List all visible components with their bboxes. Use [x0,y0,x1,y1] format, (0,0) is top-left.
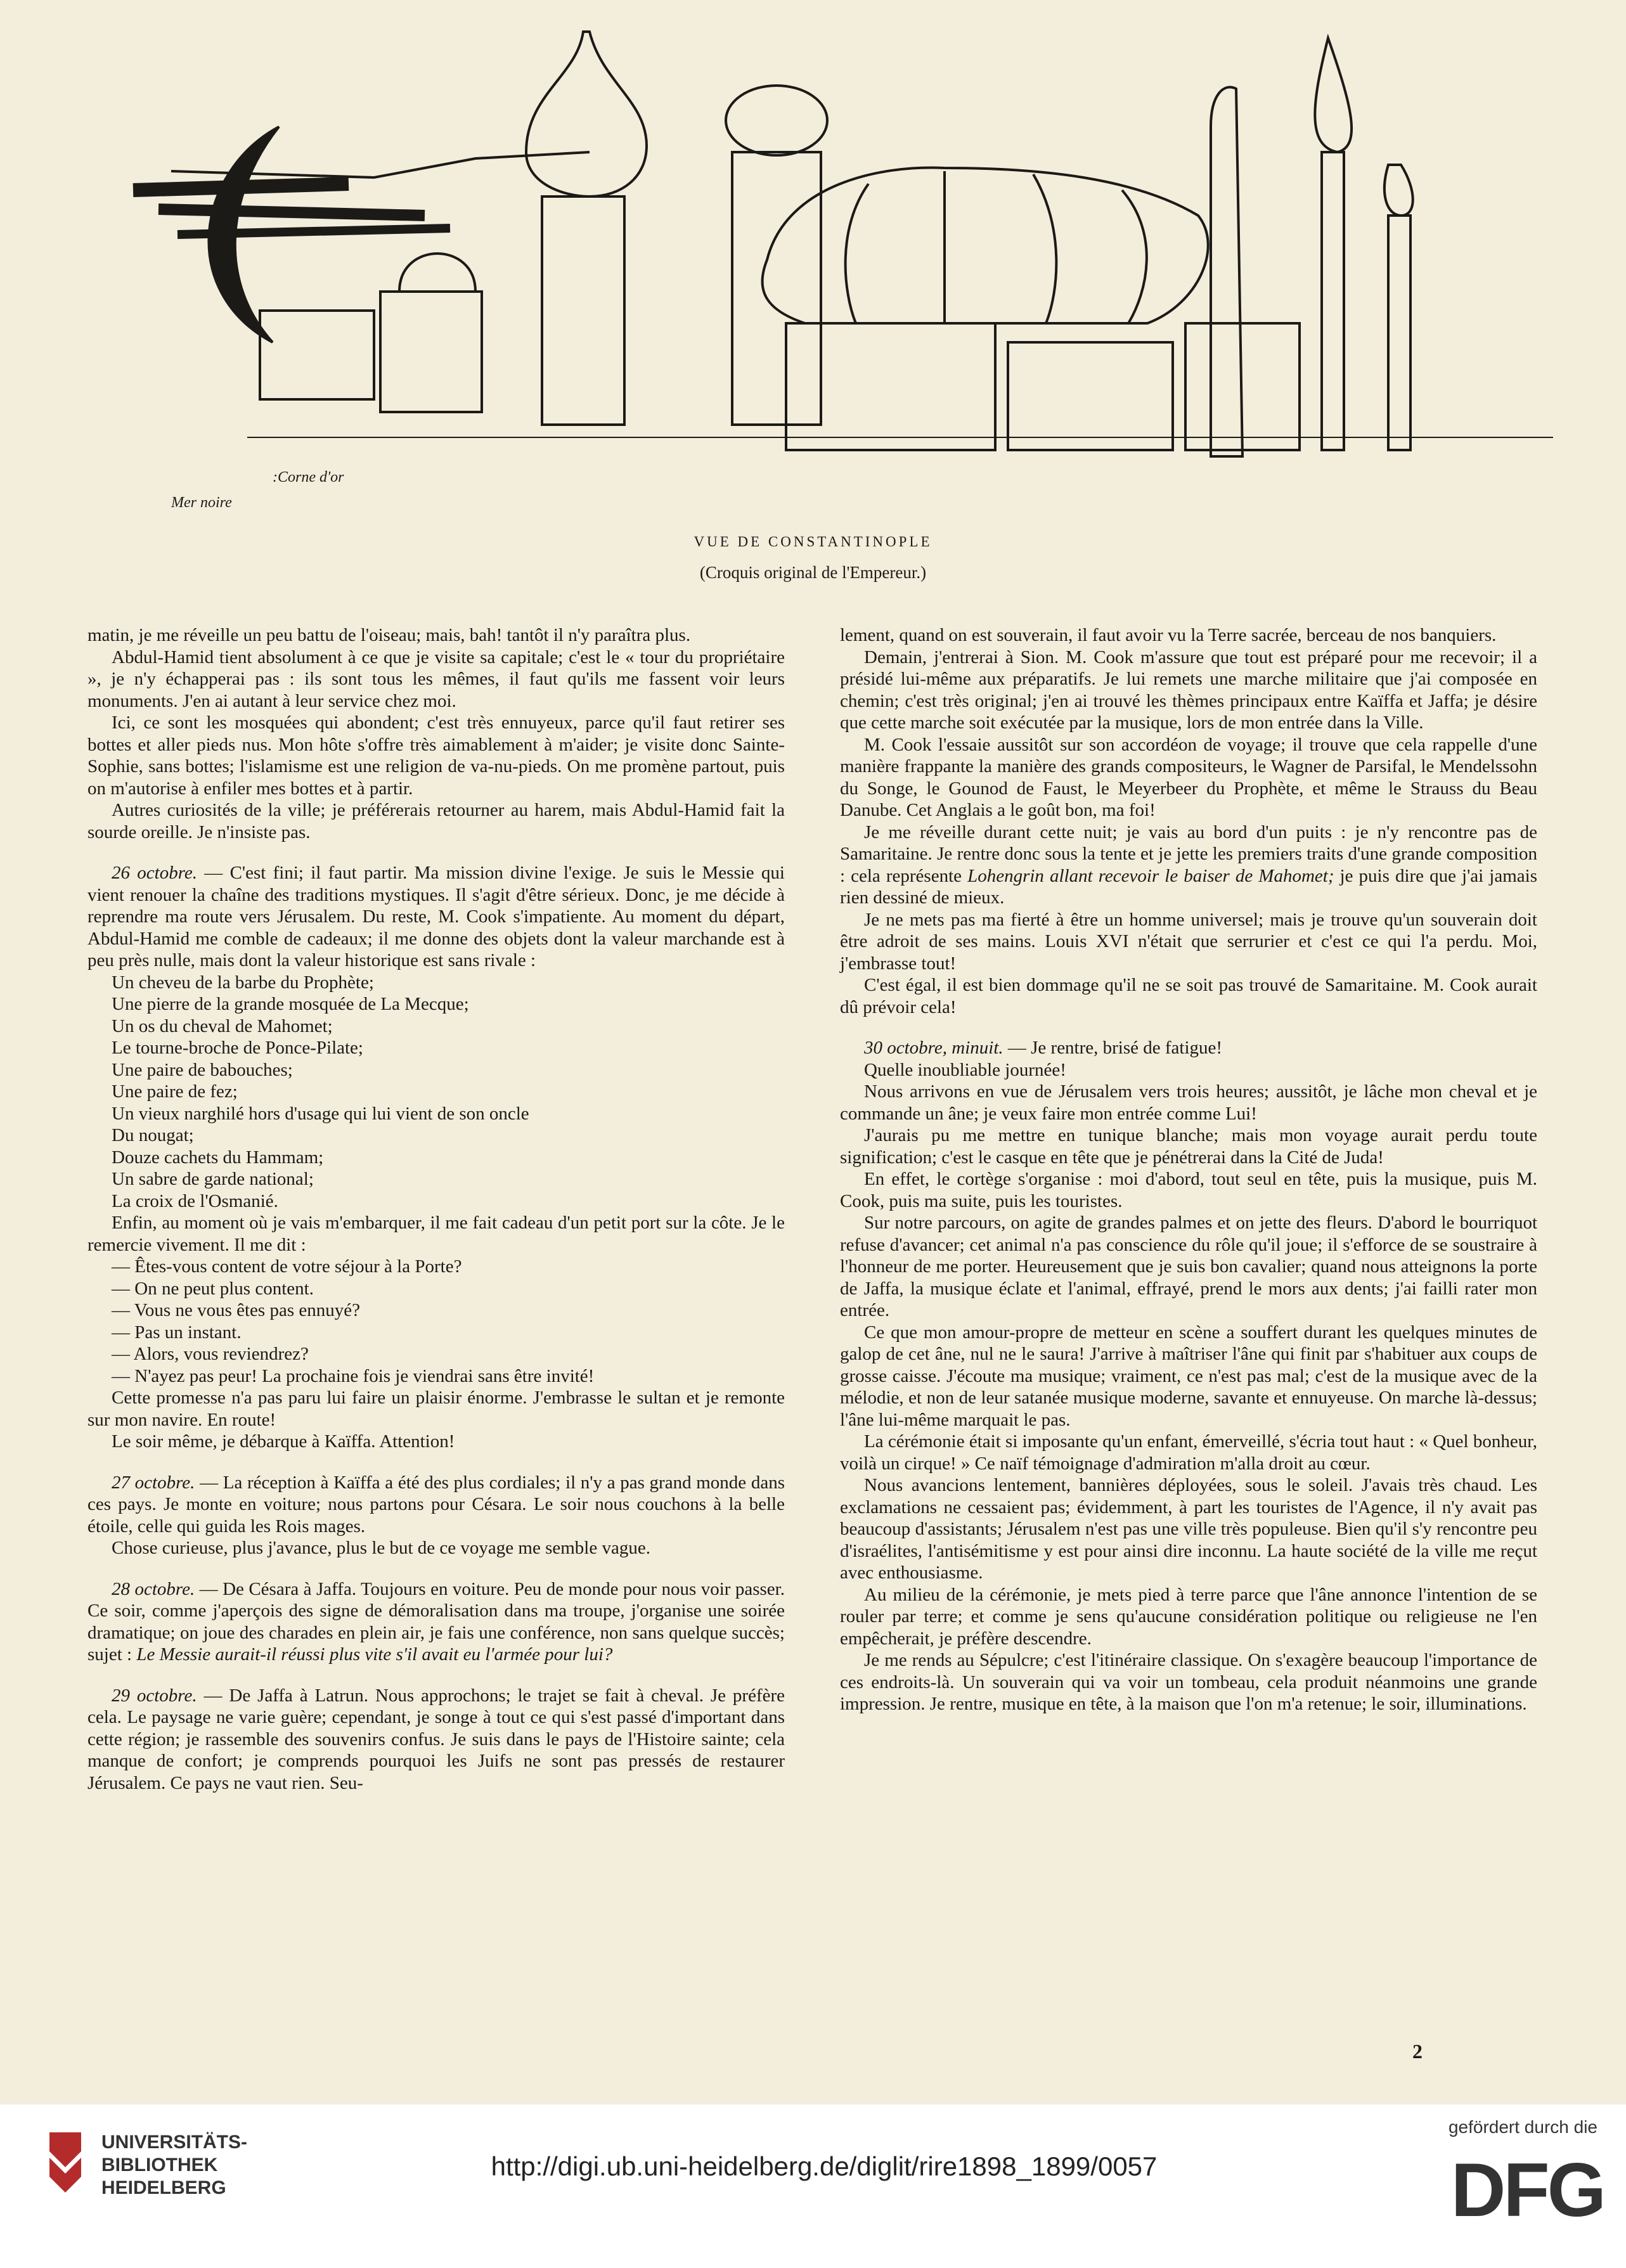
paragraph-text: Nous avancions lentement, bannières déployées, sous le soleil. J'avais très chaud. Les exclamations ne cessaient pas; évidemment, à part les touristes de l'Agence, il n'y avait pas beaucoup d'assistants; Jérusalem n'est pas une ville très populeuse. Bien qu'il s'y rencontre peu d'israélites, l'antisémitisme y est pour ainsi dire inconnu. La haute société de la ville me reçut avec enthousiasme. [840,1475,1537,1583]
gift-list-item: Le tourne-broche de Ponce-Pilate; [112,1038,363,1058]
paragraph [840,1212,1537,1322]
dfg-logo: DFG [1450,2148,1604,2233]
paragraph-text: Chose curieuse, plus j'avance, plus le but de ce voyage me semble vague. [112,1538,650,1558]
paragraph [840,909,1537,975]
paragraph [840,1431,1537,1474]
left-text-column [87,624,785,1794]
paragraph-text: — La réception à Kaïffa a été des plus cordiales; il n'y a pas grand monde dans ces pays. Je monte en voiture; nous partons pour Césara. Le soir nous couchons à la belle étoile, celle qui guida les Rois mages. [87,1472,785,1537]
paragraph-text: — Je rentre, brisé de fatigue! [1003,1038,1223,1058]
paragraph [87,1278,785,1300]
entry-date: 27 octobre. [112,1472,195,1493]
entry-date: 30 octobre, minuit. [864,1038,1003,1058]
paragraph [87,1365,785,1388]
diary-entry-start [87,862,785,972]
paragraph-text: — Pas un instant. [112,1322,242,1343]
paragraph-text: Cette promesse n'a pas paru lui faire un plaisir énorme. J'embrasse le sultan et je remonte sur mon navire. En route! [87,1388,785,1430]
institution-name [101,2131,247,2200]
gift-list-item: La croix de l'Osmanié. [112,1190,278,1211]
paragraph-text: lement, quand on est souverain, il faut avoir vu la Terre sacrée, berceau de nos banquiers. [840,625,1497,645]
gift-list-item: Un cheveu de la barbe du Prophète; [112,972,374,993]
paragraph-text: — De Césara à Jaffa. Toujours en voiture. Peu de monde pour nous voir passer. Ce soir, comme j'aperçois des signe de démoralisation dans ma troupe, j'organise une soirée dramatique; on joue des charades en plein air, je fais une conférence, non sans quelque succès; sujet : [87,1578,785,1665]
paragraph-text: matin, je me réveille un peu battu de l'oiseau; mais, bah! tantôt il n'y paraîtra plus. [87,625,691,645]
illustration-label-golden-horn: :Corne d'or [273,469,344,486]
paragraph-text: En effet, le cortège s'organise : moi d'abord, tout seul en tête, puis la musique, puis M. Cook, puis ma suite, puis les touristes. [840,1169,1537,1211]
sponsor-text: gefördert durch die [1448,2117,1597,2137]
entry-date: 26 octobre. [112,863,198,883]
paragraph-text: — Êtes-vous content de votre séjour à la Porte? [112,1256,462,1277]
footer-bar [0,2104,1626,2268]
paragraph-text: Sur notre parcours, on agite de grandes palmes et on jette des fleurs. D'abord le bourriquot refuse d'avancer; cet animal n'a pas conscience du rôle qu'il joue; il s'efforce de se soustraire à l'honneur de me porter. Heureusement que je suis bon cavalier; quand nous atteignons la porte de Jaffa, la musique éclate et l'animal, effrayé, prend le mors aux dents; j'ai failli rater mon entrée. [840,1213,1537,1320]
paragraph-text: Enfin, au moment où je vais m'embarquer, il me fait cadeau d'un petit port sur la côte. Je le remercie vivement. Il me dit : [87,1213,785,1255]
paragraph [87,1256,785,1278]
gift-list-item: Un sabre de garde national; [112,1169,314,1189]
paragraph-text: Je ne mets pas ma fierté à être un homme universel; mais je trouve qu'un souverain doit être adroit de ses mains. Louis XVI n'était que serrurier et c'est ce qui l'a perdu. Moi, j'embrasse tout! [840,909,1537,974]
paragraph [840,734,1537,822]
entry-date: 28 octobre. [112,1578,195,1599]
paragraph-text: — N'ayez pas peur! La prochaine fois je viendrai sans être invité! [112,1365,595,1386]
paragraph [840,1168,1537,1212]
institution-line-3: HEIDELBERG [101,2177,226,2198]
gift-list-item: Une pierre de la grande mosquée de La Mecque; [112,994,469,1014]
paragraph [87,1299,785,1322]
paragraph-text: Je me rends au Sépulcre; c'est l'itinéraire classique. On s'exagère beaucoup l'importance de ces endroits-là. Un souverain qui va voir un tombeau, cela produit néanmoins une grande impression. Je rentre, musique en tête, à la maison que l'on m'a retenue; le soir, illuminations. [840,1650,1537,1714]
paragraph [840,1474,1537,1584]
paragraph-text: — C'est fini; il faut partir. Ma mission divine l'exige. Je suis le Messie qui vient renouer la chaîne des traditions mystiques. Il s'agit d'être sérieux. Donc, je me décide à reprendre ma route vers Jérusalem. Du reste, M. Cook s'impatiente. Au moment du départ, Abdul-Hamid me comble de cadeaux; il me donne des objets dont la valeur marchande est à peu près nulle, mais dont la valeur historique est sans rivale : [87,863,785,970]
paragraph [840,647,1537,734]
paragraph [87,1431,785,1453]
paragraph-text: La cérémonie était si imposante qu'un enfant, émerveillé, s'écria tout haut : « Quel bonheur, voilà un cirque! » Ce naïf témoignage d'admiration m'alla droit au cœur. [840,1431,1537,1474]
paragraph [87,1212,785,1256]
paragraph [87,647,785,712]
figure-caption-title: VUE DE CONSTANTINOPLE [694,534,932,550]
paragraph-text: C'est égal, il est bien dommage qu'il ne se soit pas trouvé de Samaritaine. M. Cook aurait dû prévoir cela! [840,975,1537,1017]
paragraph-text: — Vous ne vous êtes pas ennuyé? [112,1300,360,1320]
paragraph [87,624,785,647]
paragraph-text: Au milieu de la cérémonie, je mets pied à terre parce que l'âne annonce l'intention de se rouler par terre; et comme je sens qu'aucune considération politique ou religieuse ne l'en empêcherait, je préfère descendre. [840,1584,1537,1649]
paragraph-text: Abdul-Hamid tient absolument à ce que je visite sa capitale; c'est le « tour du propriétaire », je n'y échapperai pas : ils sont tous les mêmes, il faut qu'ils me fassent voir leurs monuments. J'en ai autant à leur service chez moi. [87,647,785,711]
university-logo-icon [37,2126,94,2196]
paragraph-text: — De Jaffa à Latrun. Nous approchons; le trajet se fait à cheval. Je préfère cela. Le paysage ne varie guère; cependant, je songe à tout ce qui s'est passé d'important dans cette région; je rassemble des souvenirs confus. Je suis dans le pays de l'Histoire sainte; cela manque de confort; je comprends pourquoi les Juifs ne sont pas pressés de restaurer Jérusalem. Ce pays ne vaut rien. Seu- [87,1685,785,1793]
institution-line-1: UNIVERSITÄTS- [101,2132,248,2153]
paragraph [840,822,1537,909]
page-number: 2 [1412,2040,1423,2063]
italic-text: Lohengrin allant recevoir le baiser de Mahomet; [967,865,1334,886]
gift-list-item: Un vieux narghilé hors d'usage qui lui vient de son oncle [112,1103,529,1124]
paragraph [87,1343,785,1365]
paragraph-text: Le soir même, je débarque à Kaïffa. Attention! [112,1431,455,1452]
gift-list-item: Une paire de fez; [112,1081,238,1102]
gift-list-item: Un os du cheval de Mahomet; [112,1015,333,1036]
paragraph-text: Je me réveille durant cette nuit; je vais au bord d'un puits : je n'y rencontre pas de Samaritaine. Je rentre donc sous la tente et je jette les premiers traits d'une grande composition : cela représente [840,822,1537,886]
paragraph-text: Ce que mon amour-propre de metteur en scène a souffert durant les quelques minutes de galop de cet âne, nul ne le saura! J'arrive à maîtriser l'âne qui finit par s'habituer aux coups de grosse caisse. J'écoute ma musique; vraiment, ce n'est pas mal; c'est de la musique avec de la mélodie, et non de leur satanée musique moderne, savante et ennuyeuse. On marche là-dessus; l'âne lui-même marquait le pas. [840,1322,1537,1430]
italic-text: Le Messie aurait-il réussi plus vite s'il avait eu l'armée pour lui? [136,1644,613,1665]
figure-caption-subtitle: (Croquis original de l'Empereur.) [699,563,927,582]
paragraph-text: J'aurais pu me mettre en tunique blanche; mais mon voyage aurait perdu toute signification; c'est le casque en tête que je pénétrerai dans la Cité de Juda! [840,1125,1537,1168]
paragraph [840,1584,1537,1650]
gift-list-item: Douze cachets du Hammam; [112,1147,324,1168]
paragraph-tail: je puis dire que j'ai jamais rien dessiné de mieux. [840,865,1537,908]
paragraph [87,712,785,799]
gift-list-item: Du nougat; [112,1125,194,1145]
paragraph [840,1124,1537,1168]
entry-date: 29 octobre. [112,1685,197,1706]
paragraph [840,974,1537,1018]
paragraph-text: — Alors, vous reviendrez? [112,1344,309,1364]
paragraph-text: Autres curiosités de la ville; je préférerais retourner au harem, mais Abdul-Hamid fait la sourde oreille. Je n'insiste pas. [87,800,785,842]
paragraph [87,1537,785,1559]
paragraph [87,1387,785,1431]
right-text-column [840,624,1537,1715]
diary-entry-start [87,1578,785,1666]
paragraph-text: Nous arrivons en vue de Jérusalem vers trois heures; aussitôt, je lâche mon cheval et je commande un âne; je veux faire mon entrée comme Lui! [840,1081,1537,1124]
paragraph-text: — On ne peut plus content. [112,1278,314,1299]
paragraph-text: Ici, ce sont les mosquées qui abondent; c'est très ennuyeux, parce qu'il faut retirer ses bottes et aller pieds nus. Mon hôte s'offre très aimablement à m'aider; je visite donc Sainte-Sophie, sans bottes; l'islamisme est une religion de va-nu-pieds. On me promène partout, puis on m'autorise à enfiler mes bottes et à partir. [87,712,785,799]
paragraph-text: Quelle inoubliable journée! [864,1059,1066,1080]
paragraph-text: Demain, j'entrerai à Sion. M. Cook m'assure que tout est préparé pour me recevoir; il a présidé lui-même aux préparatifs. Je lui remets une marche militaire que j'ai composée en chemin; c'est très original; j'en ai trouvé les thèmes principaux entre Kaïffa et Jaffa; je désire que cette marche soit exécutée par la musique, lors de mon entrée dans la Ville. [840,647,1537,733]
paragraph [840,1081,1537,1124]
constantinople-sketch [120,25,1553,513]
paragraph [87,1322,785,1344]
illustration-label-black-sea: Mer noire [171,494,232,511]
paragraph [87,799,785,843]
paragraph [840,624,1537,647]
paragraph [840,1059,1537,1081]
paragraph-text: M. Cook l'essaie aussitôt sur son accordéon de voyage; il trouve que cela rappelle d'une manière frappante la manière des grands compositeurs, le Wagner de Parsifal, le Mendelssohn du Songe, le Gounod de Faust, le Meyerbeer du Prophète, et même le Strauss du Beau Danube. Cet Anglais a le goût bon, ma foi! [840,734,1537,820]
institution-line-2: BIBLIOTHEK [101,2155,218,2175]
paragraph [840,1322,1537,1431]
diary-entry-start [87,1685,785,1794]
gift-list-item: Une paire de babouches; [112,1059,293,1080]
source-url[interactable]: http://digi.ub.uni-heidelberg.de/diglit/rire1898_1899/0057 [491,2151,1158,2181]
paragraph [840,1649,1537,1715]
diary-entry-start [840,1037,1537,1059]
diary-entry-start [87,1472,785,1538]
